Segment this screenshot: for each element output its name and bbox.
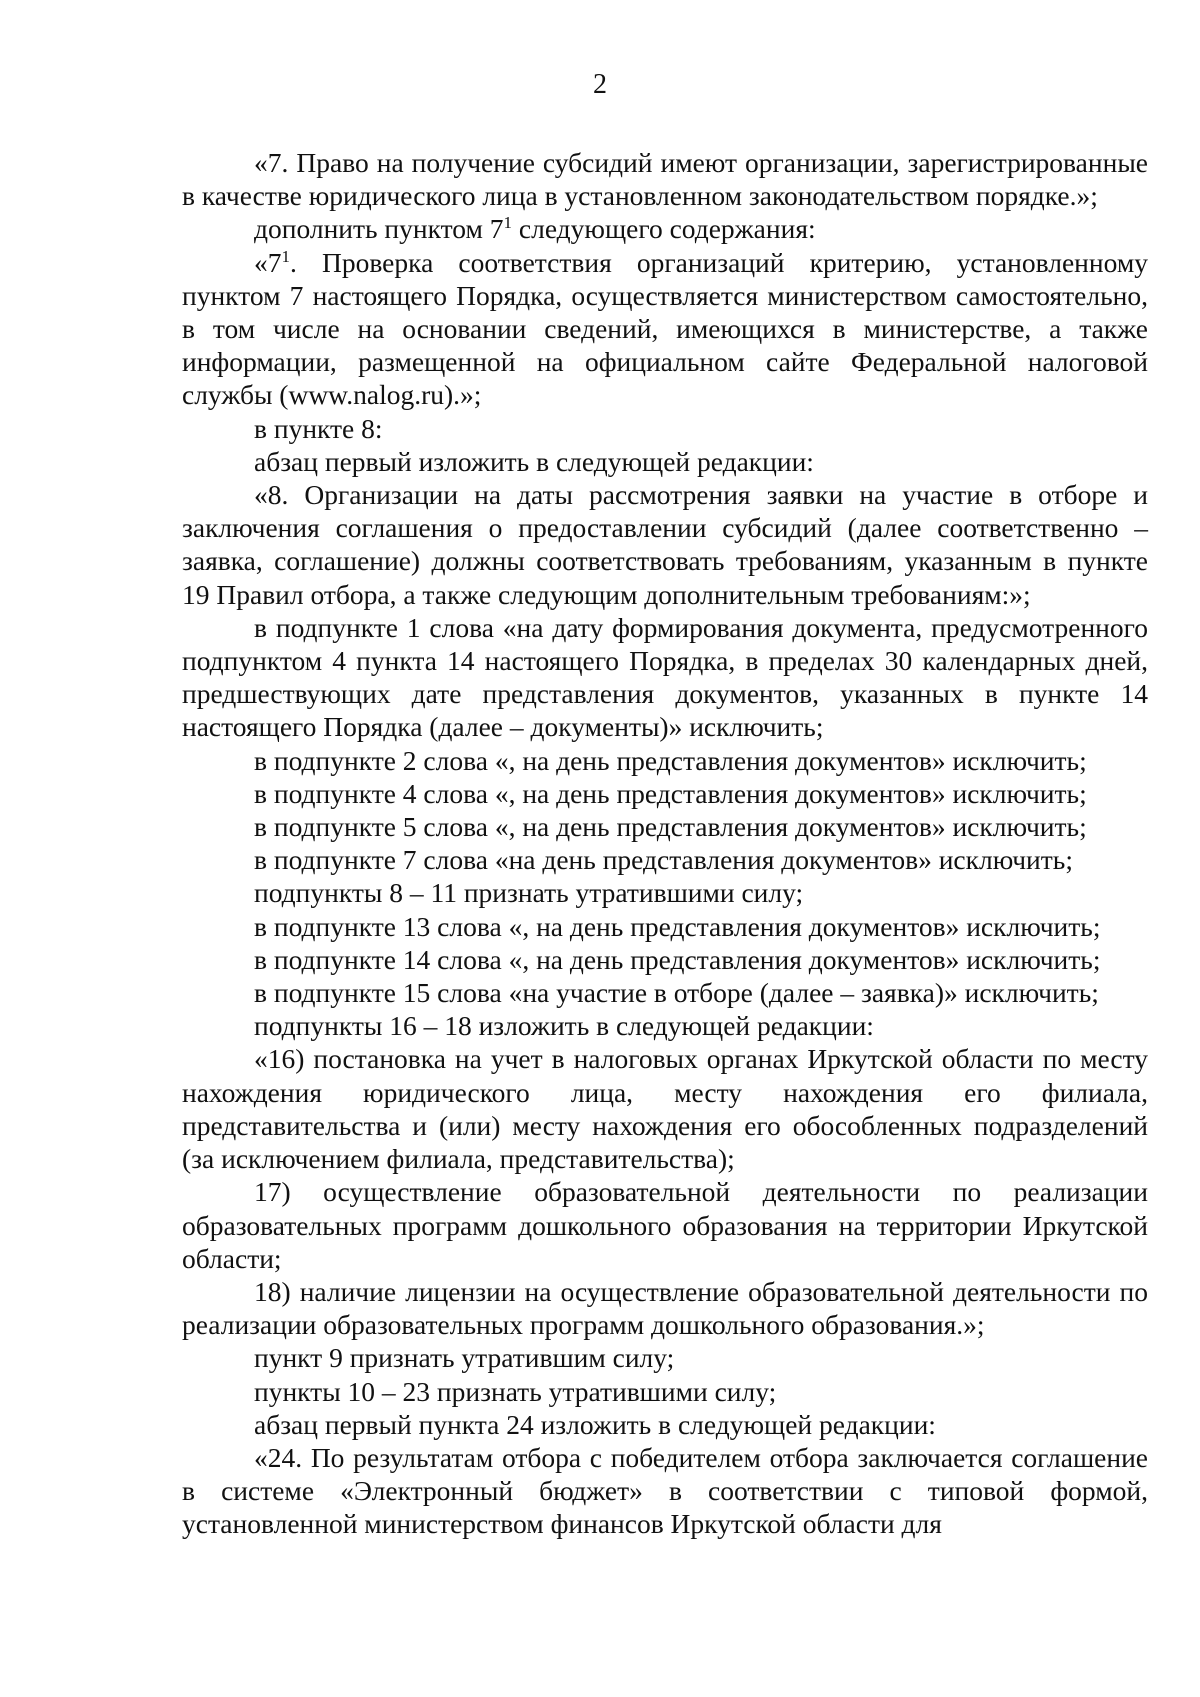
paragraph-subitem-1: в подпункте 1 слова «на дату формирования документа, предусмотренного подпунктом 4 пункта 14 настоящего Порядка, в пределах 30 календарных дней, предшествующих дате представления документов, указанных в пункте 14 настоящего Порядка (далее – документы)» исключить; bbox=[182, 611, 1148, 743]
paragraph-subitem-16-text: «16) постановка на учет в налоговых органах Иркутской области по месту нахождения юридического лица, месту нахождения его филиала, представительства и (или) месту нахождения его обособленных подразделений (за исключением филиала, представительства); bbox=[182, 1043, 1148, 1175]
paragraph-subitem-14: в подпункте 14 слова «, на день представления документов» исключить; bbox=[254, 943, 1101, 975]
paragraph-item-9: пункт 9 признать утратившим силу; bbox=[254, 1342, 675, 1374]
document-body bbox=[182, 146, 1148, 1541]
paragraph-subitem-13: в подпункте 13 слова «, на день представления документов» исключить; bbox=[254, 910, 1101, 942]
paragraph-subitem-15: в подпункте 15 слова «на участие в отборе (далее – заявка)» исключить; bbox=[254, 977, 1099, 1009]
paragraph-add-item-7-1 bbox=[182, 212, 1148, 245]
paragraph-item-24-intro: абзац первый пункта 24 изложить в следующей редакции: bbox=[254, 1408, 936, 1440]
paragraph-text: следующего содержания: bbox=[512, 213, 816, 245]
paragraph-subitem-4: в подпункте 4 слова «, на день представления документов» исключить; bbox=[254, 777, 1087, 809]
paragraph-item-7: «7. Право на получение субсидий имеют организации, зарегистрированные в качестве юридического лица в установленном законодательством порядке.»; bbox=[182, 147, 1148, 212]
paragraph-text: . Проверка соответствия организаций критерию, установленному пунктом 7 настоящего Порядка, осуществляется министерством самостоятельно, в том числе на основании сведений, имеющихся в министерстве, а также информации, размещенной на официальном сайте Федеральной налоговой службы (www.nalog.ru).»; bbox=[182, 246, 1148, 411]
paragraph-item-7-1 bbox=[182, 246, 1148, 412]
paragraph-subitem-2: в подпункте 2 слова «, на день представления документов» исключить; bbox=[254, 744, 1087, 776]
paragraph-subitem-7: в подпункте 7 слова «на день представления документов» исключить; bbox=[254, 844, 1073, 876]
paragraph-subitem-18-text: 18) наличие лицензии на осуществление образовательной деятельности по реализации образовательных программ дошкольного образования.»; bbox=[182, 1275, 1148, 1341]
paragraph-items-10-23: пункты 10 – 23 признать утратившими силу; bbox=[254, 1375, 777, 1407]
paragraph-subitem-17-text: 17) осуществление образовательной деятельности по реализации образовательных программ дошкольного образования на территории Иркутской области; bbox=[182, 1176, 1148, 1274]
paragraph-text: дополнить пунктом 7 bbox=[254, 213, 504, 245]
paragraph-item-8: «8. Организации на даты рассмотрения заявки на участие в отборе и заключения соглашения о предоставлении субсидий (далее соответственно – заявка, соглашение) должны соответствовать требованиям, указанным в пункте 19 Правил отбора, а также следующим дополнительным требованиям:»; bbox=[182, 479, 1148, 610]
paragraph-item-24: «24. По результатам отбора с победителем отбора заключается соглашение в системе «Электронный бюджет» в соответствии с типовой формой, установленной министерством финансов Иркутской области для bbox=[182, 1441, 1148, 1540]
superscript: 1 bbox=[281, 246, 290, 266]
superscript: 1 bbox=[503, 213, 513, 233]
paragraph-subitem-5: в подпункте 5 слова «, на день представления документов» исключить; bbox=[254, 811, 1087, 843]
paragraph-subitems-16-18: подпункты 16 – 18 изложить в следующей редакции: bbox=[254, 1010, 874, 1042]
paragraph-text: «7 bbox=[254, 246, 282, 278]
paragraph-in-item-8: в пункте 8: bbox=[254, 412, 383, 444]
paragraph-subitems-8-11: подпункты 8 – 11 признать утратившими силу; bbox=[254, 877, 804, 909]
page-number: 2 bbox=[593, 69, 607, 100]
paragraph-first-abzac: абзац первый изложить в следующей редакции: bbox=[254, 445, 814, 477]
